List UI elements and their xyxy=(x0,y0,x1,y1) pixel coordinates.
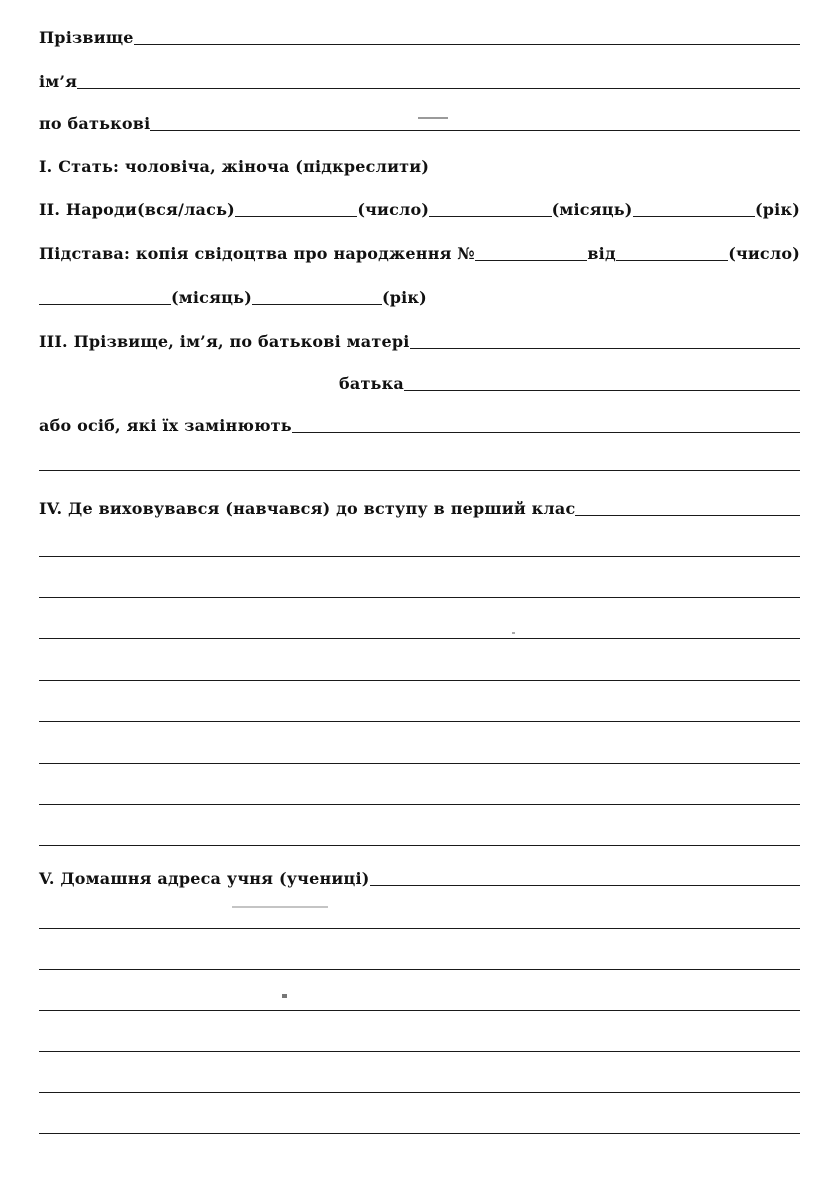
certificate-month-field[interactable] xyxy=(39,304,171,305)
certificate-year-field[interactable] xyxy=(252,304,382,305)
address-line[interactable] xyxy=(39,1010,800,1011)
certificate-number-field[interactable] xyxy=(475,260,587,261)
birth-label: II. Народи(вся/лась) xyxy=(39,200,235,219)
father-row xyxy=(339,370,800,394)
name-row xyxy=(39,68,800,92)
education-line[interactable] xyxy=(39,638,800,639)
basis-row xyxy=(39,240,800,264)
guardians-label: або осіб, які їх замінюють xyxy=(39,416,292,435)
guardians-extra-line[interactable] xyxy=(39,470,800,471)
birth-year-label: (рік) xyxy=(755,200,800,219)
basis-day-label: (число) xyxy=(728,244,801,263)
mother-field[interactable] xyxy=(410,348,801,349)
birth-month-field[interactable] xyxy=(429,216,551,217)
birth-month-label: (місяць) xyxy=(551,200,633,219)
birth-day-field[interactable] xyxy=(235,216,357,217)
certificate-day-field[interactable] xyxy=(616,260,728,261)
sex-row xyxy=(39,153,800,177)
father-field[interactable] xyxy=(404,390,800,391)
address-line[interactable] xyxy=(39,928,800,929)
basis-row-2 xyxy=(39,284,800,308)
sex-label: I. Стать: чоловіча, жіноча (підкреслити) xyxy=(39,157,430,176)
surname-row xyxy=(39,24,800,48)
birth-row xyxy=(39,196,800,220)
basis-label: Підстава: копія свідоцтва про народження № xyxy=(39,244,475,263)
address-row xyxy=(39,865,800,889)
address-line[interactable] xyxy=(39,1133,800,1134)
surname-label: Прізвище xyxy=(39,28,134,47)
basis-year-label: (рік) xyxy=(381,288,427,307)
name-label: ім’я xyxy=(39,72,78,91)
birth-year-field[interactable] xyxy=(633,216,755,217)
education-field[interactable] xyxy=(575,515,800,516)
education-line[interactable] xyxy=(39,804,800,805)
scan-speck xyxy=(282,994,287,998)
address-label: V. Домашня адреса учня (учениці) xyxy=(39,869,370,888)
patronymic-field[interactable] xyxy=(150,130,800,131)
education-line[interactable] xyxy=(39,680,800,681)
patronymic-label: по батькові xyxy=(39,114,151,133)
address-line[interactable] xyxy=(39,1092,800,1093)
basis-from-label: від xyxy=(587,244,616,263)
father-label: батька xyxy=(339,374,404,393)
scan-speck xyxy=(232,906,328,908)
education-line[interactable] xyxy=(39,597,800,598)
education-line[interactable] xyxy=(39,763,800,764)
address-line[interactable] xyxy=(39,969,800,970)
guardians-row xyxy=(39,412,800,436)
education-line[interactable] xyxy=(39,721,800,722)
patronymic-row xyxy=(39,110,800,134)
name-field[interactable] xyxy=(77,88,800,89)
address-field[interactable] xyxy=(370,885,800,886)
scan-speck xyxy=(512,632,515,634)
mother-label: III. Прізвище, ім’я, по батькові матері xyxy=(39,332,410,351)
guardians-field[interactable] xyxy=(292,432,800,433)
education-line[interactable] xyxy=(39,556,800,557)
education-line[interactable] xyxy=(39,845,800,846)
mother-row xyxy=(39,328,800,352)
basis-month-label: (місяць) xyxy=(171,288,252,307)
scan-speck xyxy=(418,117,448,119)
education-label: IV. Де виховувався (навчався) до вступу в перший клас xyxy=(39,499,576,518)
birth-day-label: (число) xyxy=(357,200,430,219)
address-line[interactable] xyxy=(39,1051,800,1052)
education-row xyxy=(39,495,800,519)
surname-field[interactable] xyxy=(134,44,800,45)
